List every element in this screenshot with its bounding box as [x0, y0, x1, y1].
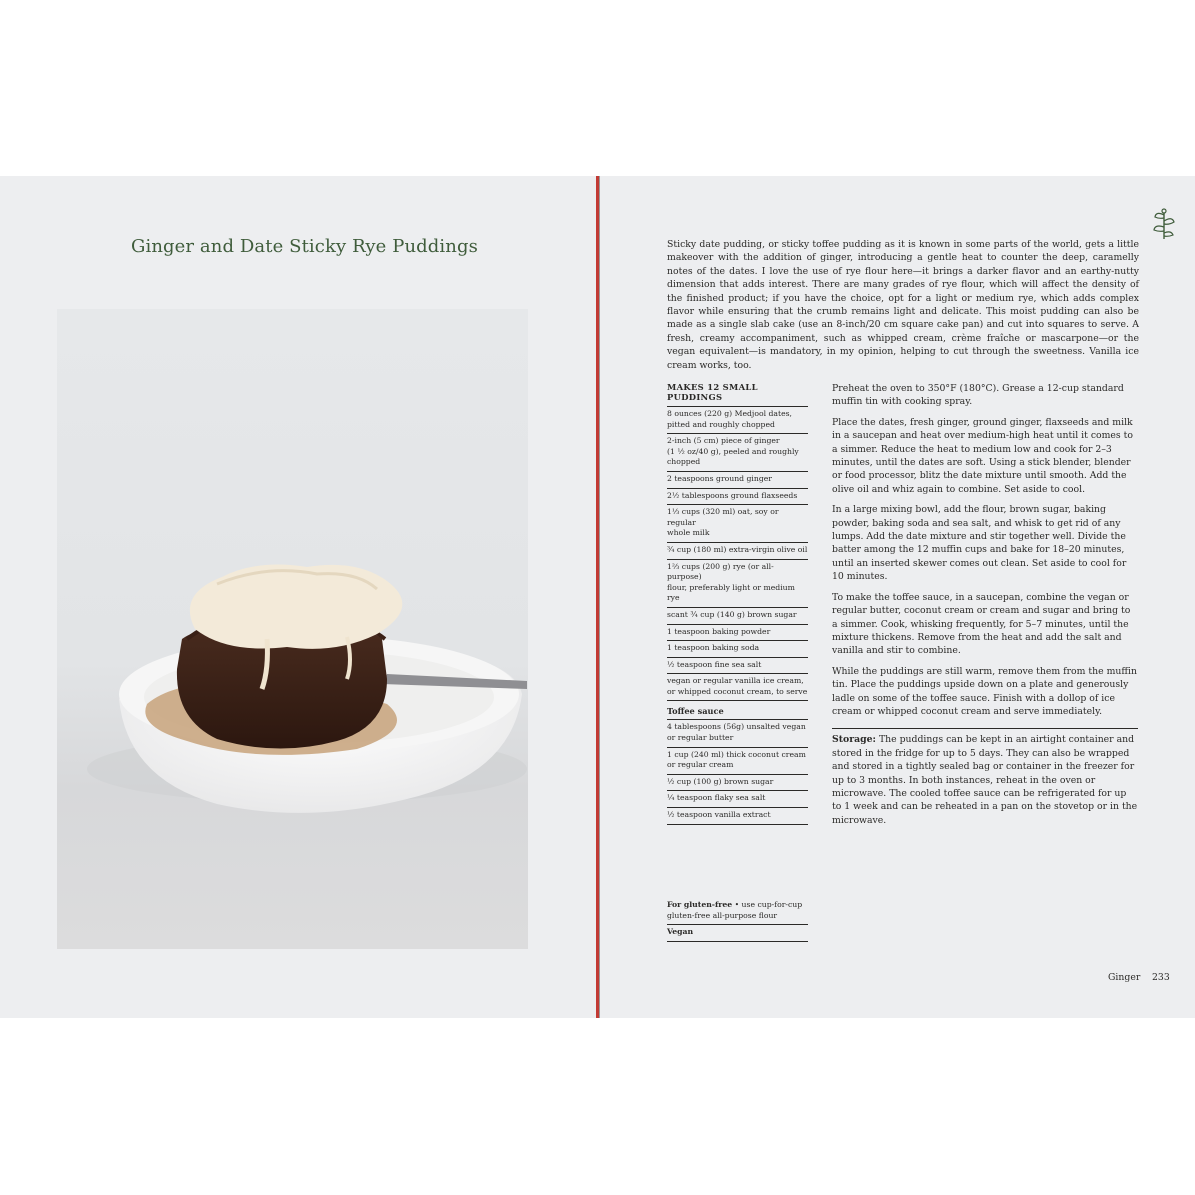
method-steps [832, 382, 1138, 827]
toffee-sauce-heading: Toffee sauce [667, 701, 808, 720]
ingredient-item: 1 teaspoon baking powder [667, 625, 808, 642]
vegan-note [667, 925, 808, 942]
vegan-label: Vegan [667, 927, 694, 937]
storage-label: Storage: [832, 734, 876, 746]
method-step: While the puddings are still warm, remove them from the muffin tin. Place the puddings upside down on a plate and generously ladle on some of the toffee sauce. Finish with a dollop of ice cream or whipped coconut cream and serve immediately. [832, 665, 1137, 717]
toffee-ingredient-item: ½ teaspoon vanilla extract [667, 808, 808, 825]
ingredient-item: 2-inch (5 cm) piece of ginger (1 ½ oz/40 g), peeled and roughly chopped [667, 434, 808, 472]
ingredient-item: vegan or regular vanilla ice cream, or whipped coconut cream, to serve [667, 674, 808, 701]
ingredient-item: 1 teaspoon baking soda [667, 641, 808, 658]
toffee-ingredient-item: ½ cup (100 g) brown sugar [667, 775, 808, 792]
ingredient-item: 2 teaspoons ground ginger [667, 472, 808, 489]
storage-note [832, 728, 1138, 827]
pudding-photo [57, 309, 528, 949]
ingredient-item: 1⅔ cups (200 g) rye (or all-purpose) flour, preferably light or medium rye [667, 560, 808, 608]
ingredients-heading: MAKES 12 SMALL PUDDINGS [667, 382, 808, 407]
ingredient-item: ½ teaspoon fine sea salt [667, 658, 808, 675]
ingredient-item: 2½ tablespoons ground flaxseeds [667, 489, 808, 506]
recipe-title: Ginger and Date Sticky Rye Puddings [131, 236, 478, 257]
page-number: 233 [1152, 972, 1170, 983]
toffee-ingredient-item: 4 tablespoons (56g) unsalted vegan or regular butter [667, 720, 808, 747]
method-step: To make the toffee sauce, in a saucepan, combine the vegan or regular butter, coconut cream or cream and sugar and bring to a simmer. Cook, whisking frequently, for 5–7 minutes, until the mixture thickens. Remove from the heat and add the salt and vanilla and stir to combine. [832, 591, 1131, 657]
ingredients-list [667, 382, 808, 825]
ingredient-item: 1⅓ cups (320 ml) oat, soy or regular whole milk [667, 505, 808, 543]
footer-section-name: Ginger [1108, 972, 1141, 983]
method-step: Place the dates, fresh ginger, ground ginger, flaxseeds and milk in a saucepan and heat over medium-high heat until it comes to a simmer. Reduce the heat to medium low and cook for 2–3 minutes, until the dates are soft. Using a stick blender, blender or food processor, blitz the date mixture until smooth. Add the olive oil and whiz again to combine. Set aside to cool. [832, 416, 1133, 495]
ingredient-item: scant ¾ cup (140 g) brown sugar [667, 608, 808, 625]
toffee-ingredient-item: ¼ teaspoon flaky sea salt [667, 791, 808, 808]
gluten-free-text: • use cup-for-cup gluten-free all-purpose flour [667, 900, 803, 920]
recipe-intro: Sticky date pudding, or sticky toffee pudding as it is known in some parts of the world, gets a little makeover with the addition of ginger, introducing a gentle heat to counter the deep, caramelly notes of the dates. I love the use of rye flour here—it brings a darker flavor and an earthy-nutty dimension that adds interest. There are many grades of rye flour, which will affect the density of the finished product; if you have the choice, opt for a light or medium rye, which adds complex flavor while ensuring that the crumb remains light and delicate. This moist pudding can also be made as a single slab cake (use an 8-inch/20 cm square cake pan) and cut into squares to serve. A fresh, creamy accompaniment, such as whipped cream, crème fraîche or mascarpone—or the vegan equivalent—is mandatory, in my opinion, helping to cut through the sweetness. Vanilla ice cream works, too. [667, 239, 1139, 371]
gluten-free-note [667, 898, 808, 925]
method-step: Preheat the oven to 350°F (180°C). Grease a 12-cup standard muffin tin with cooking spray. [832, 383, 1124, 408]
storage-text: The puddings can be kept in an airtight container and stored in the fridge for up to 5 days. They can also be wrapped and stored in a tightly sealed bag or container in the freezer for up to 3 months. In both instances, reheat in the oven or microwave. The cooled toffee sauce can be refrigerated for up to 1 week and can be reheated in a pan on the stovetop or in the microwave. [832, 734, 1138, 826]
ginger-sprig-icon [1150, 205, 1178, 245]
toffee-ingredient-item: 1 cup (240 ml) thick coconut cream or regular cream [667, 748, 808, 775]
ingredient-item: 8 ounces (220 g) Medjool dates, pitted and roughly chopped [667, 407, 808, 434]
ingredient-item: ¾ cup (180 ml) extra-virgin olive oil [667, 543, 808, 560]
diet-variants [667, 898, 808, 942]
gluten-free-label: For gluten-free [667, 900, 733, 909]
method-step: In a large mixing bowl, add the flour, brown sugar, baking powder, baking soda and sea salt, and whisk to get rid of any lumps. Add the date mixture and stir together well. Divide the batter among the 12 muffin cups and bake for 18–20 minutes, until an inserted skewer comes out clean. Set aside to cool for 10 minutes. [832, 504, 1127, 583]
book-gutter [596, 176, 599, 1018]
